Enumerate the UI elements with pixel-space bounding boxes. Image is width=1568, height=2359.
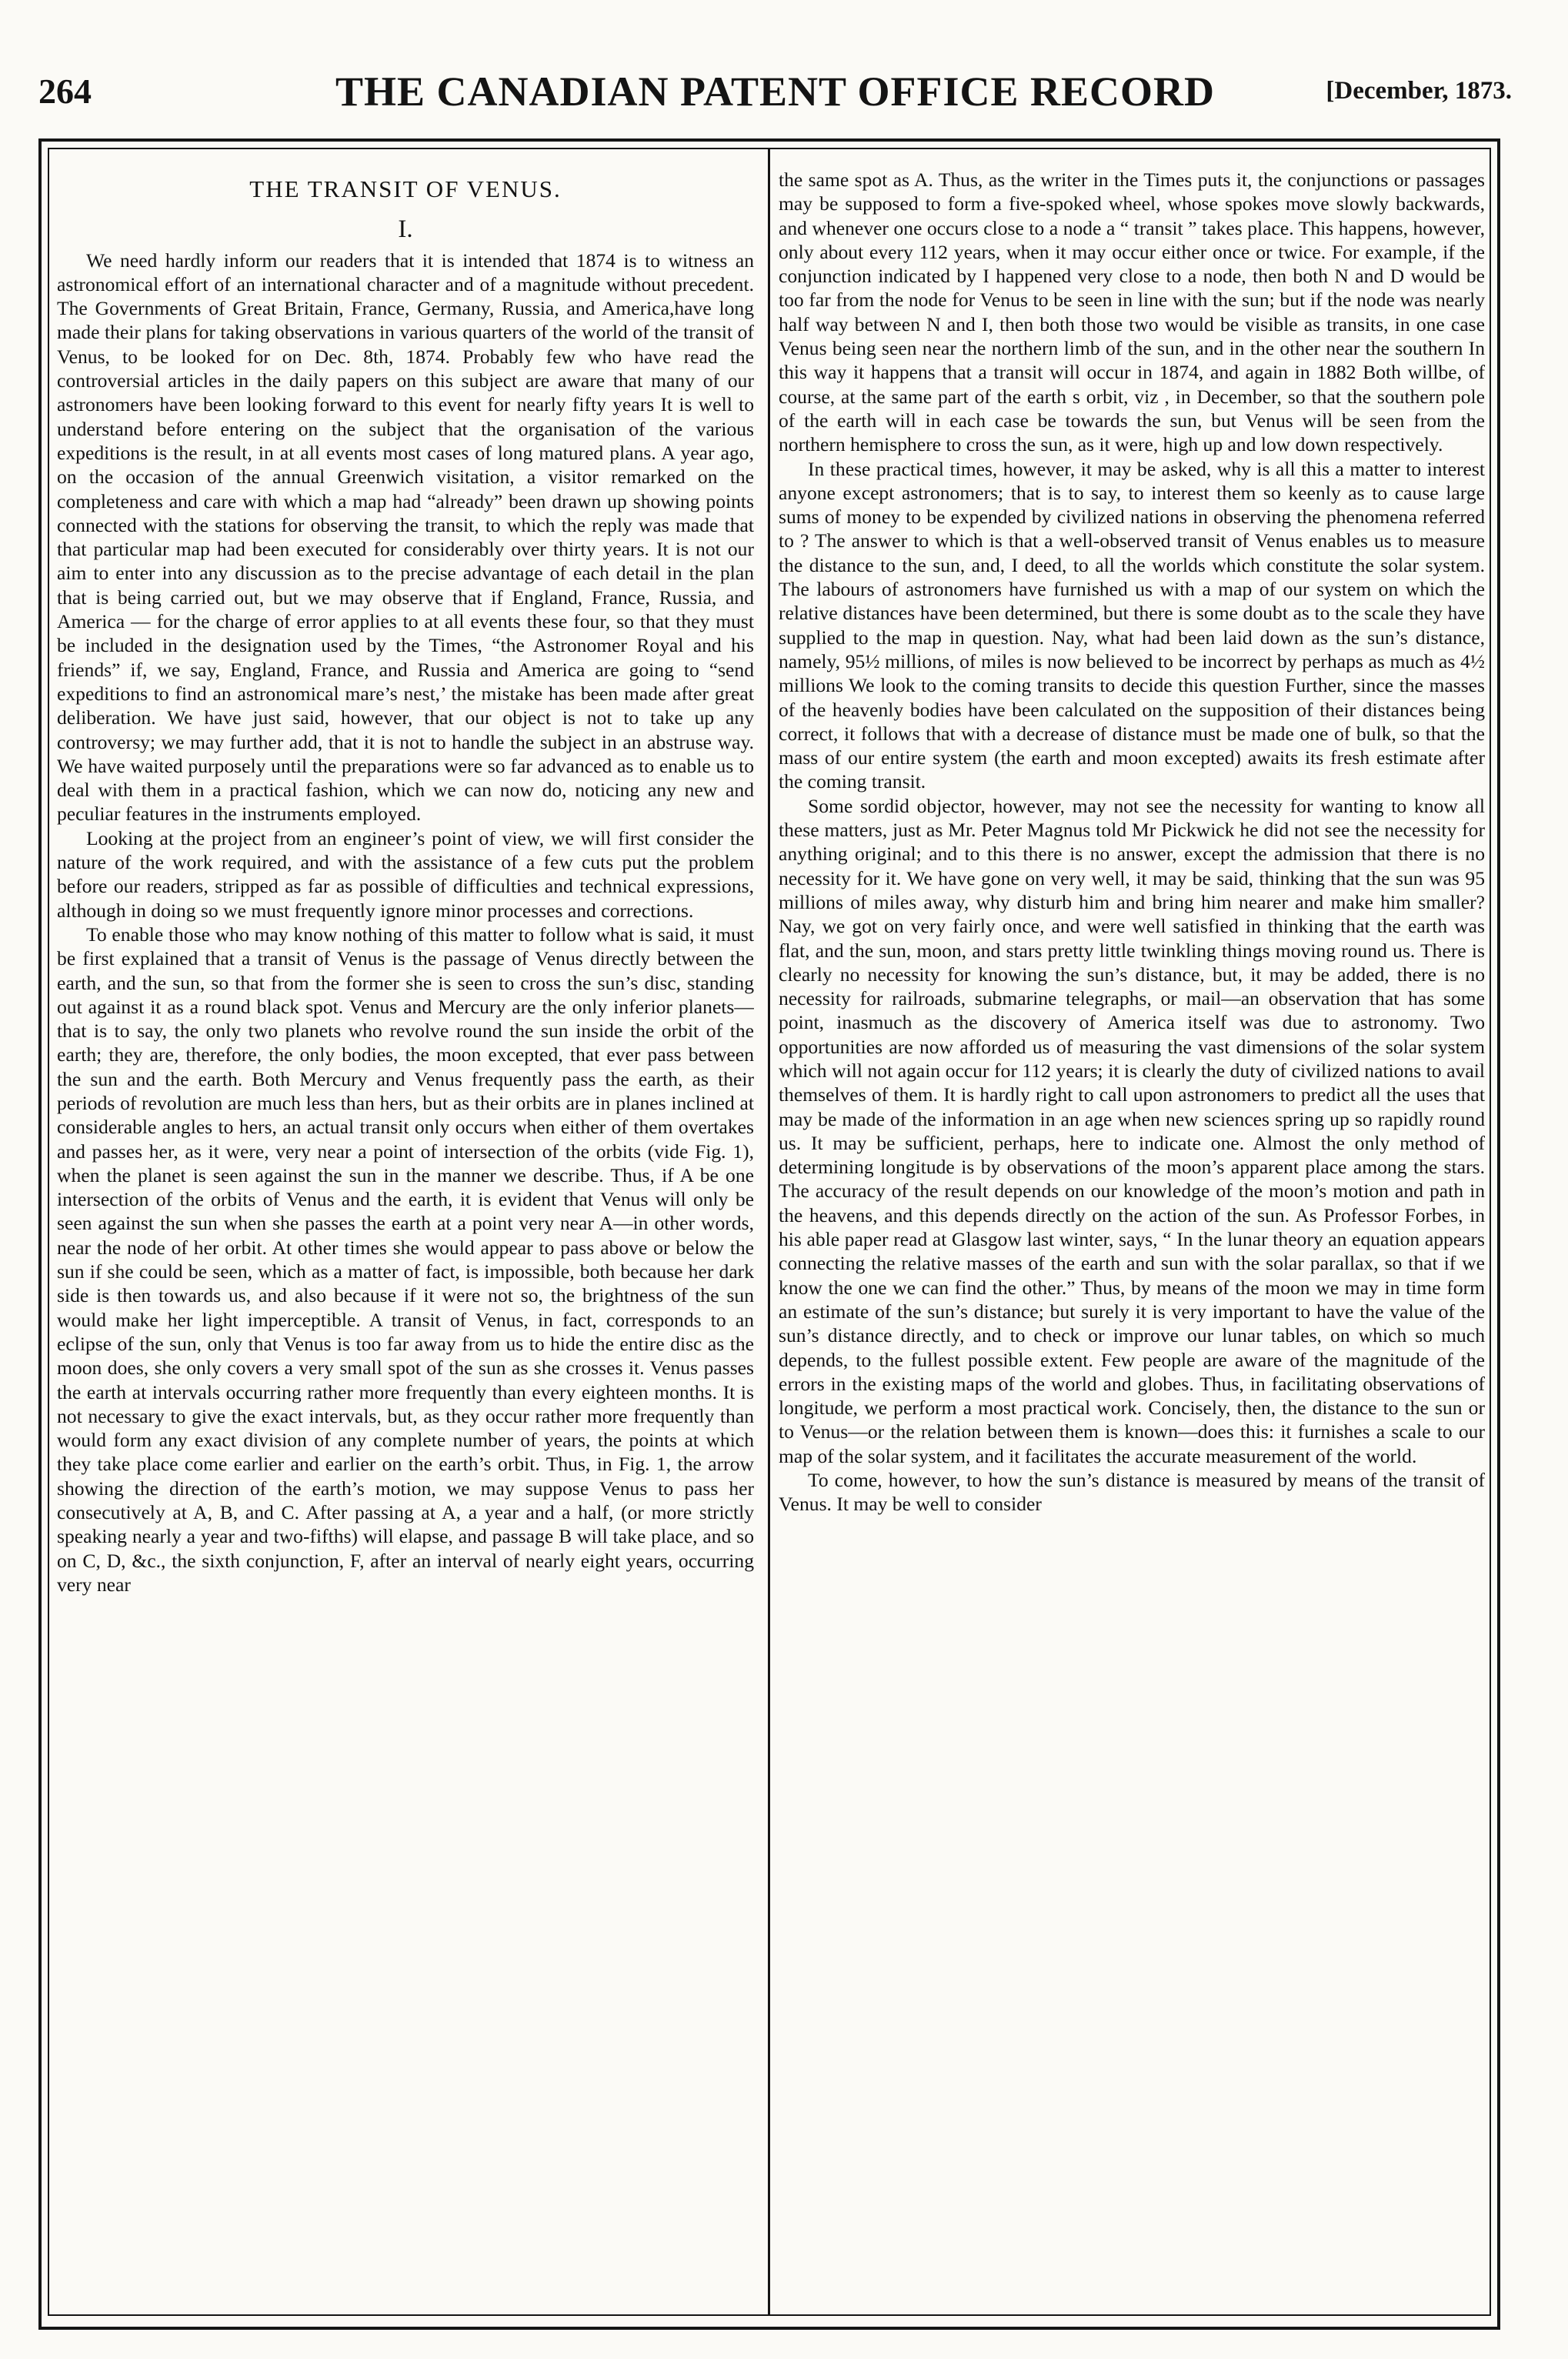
paragraph: In these practical times, however, it may be asked, why is all this a matter to interest anyone except astronomers; that is to say, to interest them so keenly as to cause large sums of money to be expended by civilized nations in observing the phenomena referred to ? The answer to which is that a well-observed transit of Venus enables us to measure the distance to the sun, and, I deed, to all the worlds which constitute the solar system. The labours of astronomers have furnished us with a map of our system on which the relative distances have been determined, but there is some doubt as to the scale they have supplied to the map in question. Nay, what had been laid down as the sun’s distance, namely, 95½ millions, of miles is now believed to be incorrect by perhaps as much as 4½ millions We look to the coming transits to decide this question Further, since the masses of the heavenly bodies have been calculated on the supposition of their distances being correct, it follows that with a decrease of distance must be made one of bulk, so that the mass of our entire system (the earth and moon excepted) awaits its fresh estimate after the coming transit. bbox=[779, 457, 1485, 793]
paragraph: the same spot as A. Thus, as the writer in the Times puts it, the conjunctions or passages may be supposed to form a five-spoked wheel, whose spokes move slowly backwards, and whenever one occurs close to a node a “ transit ” takes place. This happens, however, only about every 112 years, when it may occur either once or twice. For example, if the conjunction indicated by I happened very close to a node, then both N and D would be too far from the node for Venus to be seen in line with the sun; but if the node was nearly half way between N and I, then both those two would be visible as transits, in one case Venus being seen near the northern limb of the sun, and in the other near the southern In this way it happens that a transit will occur in 1874, and again in 1882 Both willbe, of course, at the same part of the earth s orbit, viz , in December, so that the southern pole of the earth will in each case be towards the sun, but Venus will be seen from the northern hemisphere to cross the sun, as it were, high up and low down respectively. bbox=[779, 168, 1485, 456]
publication-title: THE CANADIAN PATENT OFFICE RECORD bbox=[335, 68, 1216, 115]
paragraph: Looking at the project from an engineer’s point of view, we will first consider the nature of the work required, and with the assistance of a few cuts put the problem before our readers, stripped as far as possible of difficulties and technical expressions, although in doing so we must frequently ignore minor processes and corrections. bbox=[57, 826, 754, 922]
right-column bbox=[779, 168, 1485, 2307]
left-column bbox=[57, 168, 754, 2307]
issue-date: [December, 1873. bbox=[1326, 77, 1512, 105]
running-head bbox=[38, 68, 1512, 132]
paragraph: We need hardly inform our readers that it is intended that 1874 is to witness an astronomical effort of an international character and of a magnitude without precedent. The Governments of Great Britain, France, Germany, Russia, and America,have long made their plans for taking observations in various quarters of the world of the transit of Venus, to be looked for on Dec. 8th, 1874. Probably few who have read the controversial articles in the daily papers on this subject are aware that many of our astronomers have been looking forward to this event for nearly fifty years It is well to understand before entering on the subject that the organisation of the various expeditions is the result, in at all events most cases of long matured plans. A year ago, on the occasion of the annual Greenwich visitation, a visitor remarked on the completeness and care with which a map had “already” been drawn up showing points connected with the stations for observing the transit, to which the reply was made that that particular map had been executed for considerably over thirty years. It is not our aim to enter into any discussion as to the precise advantage of each detail in the plan that is being carried out, but we may observe that if England, France, Russia, and America — for the charge of error applies to at all events these four, so that they must be included in the designation used by the Times, “the Astronomer Royal and his friends” if, we say, England, France, and Russia and America are going to “send expeditions to find an astronomical mare’s nest,’ the mistake has been made after great deliberation. We have just said, however, that our object is not to take up any controversy; we may further add, that it is not to handle the subject in an abstruse way. We have waited purposely until the preparations were so far advanced as to enable us to deal with them in a practical fashion, which we can now do, noticing any new and peculiar features in the instruments employed. bbox=[57, 249, 754, 826]
paragraph: To enable those who may know nothing of this matter to follow what is said, it must be first explained that a transit of Venus is the passage of Venus directly between the earth, and the sun, so that from the former she is seen to cross the sun’s disc, standing out against it as a round black spot. Venus and Mercury are the only inferior planets—that is to say, the only two planets who revolve round the sun inside the orbit of the earth; they are, therefore, the only bodies, the moon excepted, that ever pass between the sun and the earth. Both Mercury and Venus frequently pass the earth, as their periods of revolution are much less than hers, but as their orbits are in planes inclined at considerable angles to hers, an actual transit only occurs when either of them overtakes and passes her, as it were, very near a point of intersection of the orbits (vide Fig. 1), when the planet is seen against the sun in the manner we describe. Thus, if A be one intersection of the orbits of Venus and the earth, it is evident that Venus will only be seen against the sun when she passes the earth at a point very near A—in other words, near the node of her orbit. At other times she would appear to pass above or below the sun if she could be seen, which as a matter of fact, is impossible, both because her dark side is then towards us, and also because if it were not so, the brightness of the sun would make her light imperceptible. A transit of Venus, in fact, corresponds to an eclipse of the sun, only that Venus is too far away from us to hide the entire disc as the moon does, she only covers a very small spot of the sun as she crosses it. Venus passes the earth at intervals occurring rather more frequently than every eighteen months. It is not necessary to give the exact intervals, but, as they occur rather more frequently than would form any exact division of any complete number of years, the points at which they take place come earlier and earlier on the earth’s orbit. Thus, in Fig. 1, the arrow showing the direction of the earth’s motion, we may suppose Venus to pass her consecutively at A, B, and C. After passing at A, a year and a half, (or more strictly speaking nearly a year and two-fifths) will elapse, and passage B will take place, and so on C, D, &c., the sixth conjunction, F, after an interval of nearly eight years, occurring very near bbox=[57, 923, 754, 1596]
page-number: 264 bbox=[38, 72, 92, 111]
article-part-number: I. bbox=[398, 215, 413, 244]
paragraph: Some sordid objector, however, may not see the necessity for wanting to know all these matters, just as Mr. Peter Magnus told Mr Pickwick he did not see the necessity for anything original; and to this there is no answer, except the admission that there is no necessity for it. We have gone on very well, it may be said, thinking that the sun was 95 millions of miles away, why disturb him and bring him nearer and make him smaller? Nay, we got on very fairly once, and were well satisfied in thinking that the earth was flat, and the sun, moon, and stars pretty little twinkling things moving round us. There is clearly no necessity for knowing the sun’s distance, but, it may be added, there is no necessity for railroads, submarine telegraphs, or mail—an observation that has some point, inasmuch as the discovery of America itself was due to astronomy. Two opportunities are now afforded us of measuring the vast dimensions of the solar system which will not again occur for 112 years; it is clearly the duty of civilized nations to avail themselves of them. It is hardly right to call upon astronomers to predict all the uses that may be made of the information in an age when new sciences spring up so rapidly round us. It may be sufficient, perhaps, here to indicate one. Almost the only method of determining longitude is by observations of the moon’s apparent place among the stars. The accuracy of the result depends on our knowledge of the moon’s motion and path in the heavens, and this depends directly on the action of the sun. As Professor Forbes, in his able paper read at Glasgow last winter, says, “ In the lunar theory an equation appears connecting the relative masses of the earth and sun with the solar parallax, so that if we know the one we can find the other.” Thus, by means of the moon we may in time form an estimate of the sun’s distance; but surely it is very important to have the value of the sun’s distance directly, and to check or improve our lunar tables, on which so much depends, to the fullest possible extent. Few people are aware of the magnitude of the errors in the existing maps of the world and globes. Thus, in facilitating observations of longitude, we perform a most practical work. Concisely, then, the distance to the sun or to Venus—or the relation between them is known—does this: it furnishes a scale to our map of the solar system, and it facilitates the accurate measurement of the world. bbox=[779, 794, 1485, 1467]
article-title: THE TRANSIT OF VENUS. bbox=[249, 175, 562, 202]
paragraph: To come, however, to how the sun’s distance is measured by means of the transit of Venus. It may be well to consider bbox=[779, 1469, 1485, 1516]
column-divider bbox=[768, 149, 770, 2314]
